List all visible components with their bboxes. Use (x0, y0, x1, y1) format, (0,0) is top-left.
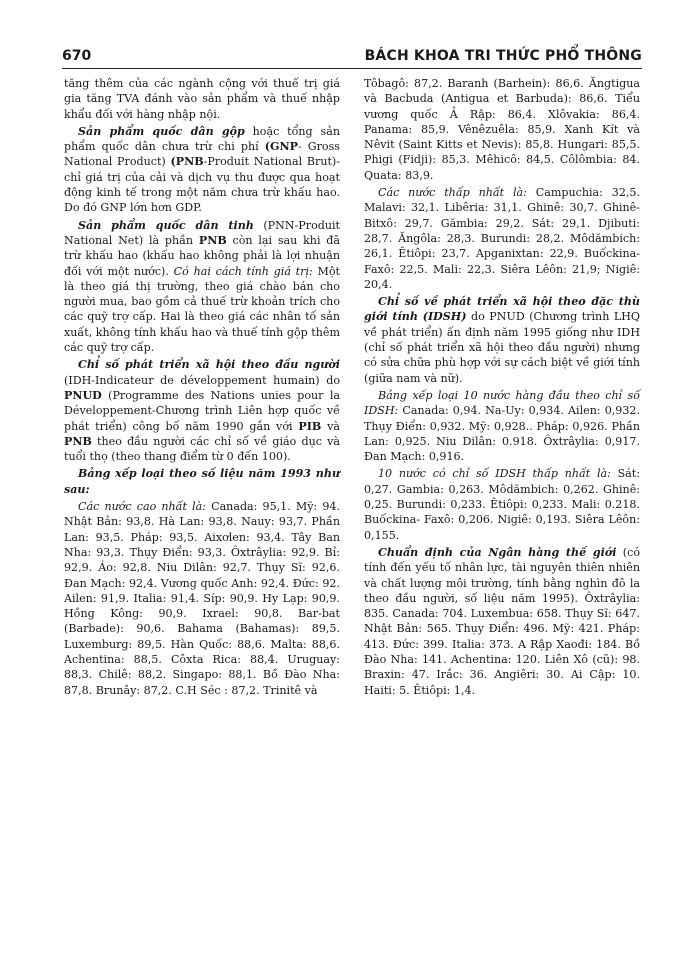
paragraph-tva-text: tăng thêm của các ngành cộng với thuế trị giá gia tăng TVA đánh vào sản phẩm và thuế nhập khẩu đối với hàng nhập nội. (64, 77, 340, 121)
term-idh: Chỉ số phát triển xã hội theo đầu người (78, 358, 340, 372)
right-column (364, 76, 640, 700)
idsh-text: do PNUD (Chương trình LHQ về phát triển) ấn định năm 1995 giống như IDH (chỉ số phát triển xã hội theo đầu người) nhưng có sửa chữa phù hợp với sự cách biệt về giới tính (giữa nam và nữ). (364, 310, 640, 385)
running-title: BÁCH KHOA TRI THỨC PHỔ THÔNG (364, 48, 642, 64)
highest-label: Các nước cao nhất là: (78, 500, 206, 514)
paragraph-lowest (364, 185, 640, 292)
idsh-top-label: Bảng xếp loại 10 nước hàng đầu theo chỉ số IDSH: (364, 388, 640, 418)
idh-text-1: (IDH-Indicateur de développement humain) do (64, 373, 340, 387)
idh-text-2: (Programme des Nations unies pour la Développement-Chương trình Liên hợp quốc về phát triển) công bố năm 1990 gắn với (64, 388, 340, 433)
paragraph-idsh-bottom (364, 466, 640, 542)
term-pnn: Sản phẩm quốc dân tinh (78, 218, 254, 232)
idh-text-3: và (321, 419, 340, 433)
pnn-text-1: (PNN-Produit National Net) là phần (64, 218, 341, 247)
pnn-text-3: Một là theo giá thị trường, theo giá chào bán cho người mua, bao gồm cả thuế trừ khoản trích cho các quỹ trợ cấp. Hai là theo giá các nhân tố sản xuất, không tính khấu hao và thuế tính gộp thêm các quỹ trợ cấp. (64, 264, 340, 355)
paragraph-idh (64, 357, 340, 464)
paragraph-pnn (64, 218, 340, 356)
gnp-text-3: -Produit National Brut)- chỉ giá trị của cải và dịch vụ thu được qua hoạt động kinh tế trong một năm chưa trừ khấu hao. Do đó GNP lớn hơn GDP. (64, 155, 340, 215)
paragraph-gnp (64, 124, 340, 216)
ranking-heading-text: Bảng xếp loại theo số liệu năm 1993 như sau: (64, 467, 340, 496)
pnn-pnb: PNB (198, 233, 227, 247)
left-column (64, 76, 340, 700)
continued-list-text: Tôbagô: 87,2. Baranh (Barhein): 86,6. Ăngtigua và Bacbuda (Antigua et Barbuda): 86,6. Tiểu vương quốc Ả Rập: 86,4. Xlôvakia: 86,4. Panama: 85,9. Vênêzuêla: 85,9. Xanh Kít và Nêvit (Saint Kitts et Nevis): 85,8. Hungari: 85,5. Phigi (Fidji): 85,3. Mêhicô: 84,5. Côlômbia: 84. Quata: 83,9. (364, 77, 640, 182)
paragraph-idsh (364, 294, 640, 386)
gnp-text-2: - Gross National Product) (64, 140, 340, 169)
term-world-bank: Chuẩn định của Ngân hàng thế giới (378, 545, 617, 559)
idsh-top-list: Canada: 0,94. Na-Uy: 0,934. Ailen: 0,932. Thụy Điển: 0,932. Mỹ: 0,928.. Pháp: 0,926. Phần Lan: 0,925. Niu Dilân: 0.918. Ôxtrâylia: 0,917. Đan Mạch: 0,916. (364, 404, 640, 464)
idsh-bottom-label: 10 nước có chỉ số IDSH thấp nhất là: (378, 467, 611, 481)
paragraph-tva (64, 76, 340, 122)
term-gnp: Sản phẩm quốc dân gộp (78, 124, 245, 138)
ranking-heading (64, 466, 340, 497)
idh-pnb: PNB (64, 434, 92, 448)
pnn-italic: Có hai cách tính giá trị: (173, 264, 313, 278)
page-header (62, 46, 642, 68)
idsh-bottom-list: Sát: 0,27. Gambia: 0,263. Môdămbich: 0,262. Ghinê: 0,25. Burundi: 0,233. Êtiôpi: 0,233. Mali: 0.218. Buốckina- Faxô: 0,206. Nigiê: 0,193. Siêra Lêôn: 0,155. (364, 467, 640, 542)
gnp-abbr: (GNP (264, 140, 298, 154)
gnp-text-1: hoặc tổng sản phẩm quốc dân chưa trừ chi phí (64, 124, 340, 154)
term-idsh: Chỉ số về phát triển xã hội theo đặc thù giới tính (IDSH) (364, 295, 640, 324)
highest-list: Canada: 95,1. Mỹ: 94. Nhật Bản: 93,8. Hà Lan: 93,8. Nauy: 93,7. Phần Lan: 93,5. Pháp: 93,5. Aixơlen: 93,4. Tây Ban Nha: 93,3. Thụy Điển: 93,3. Ôxtrâylia: 92,9. Bỉ: 92,9. Áo: 92,8. Niu Dilân: 92,7. Thụy Sĩ: 92,6. Đan Mạch: 92,4. Vương quốc Anh: 92,4. Đức: 92. Ailen: 91,9. Italia: 91,4. Síp: 90,9. Hy Lạp: 90,9. Hồng Kông: 90,9. Ixrael: 90,8. Bar-bat (Barbade): 90,6. Bahama (Bahamas): 89,5. Luxemburg: 89,5. Hàn Quốc: 88,6. Malta: 88,6. Achentina: 88,5. Côxta Rica: 88,4. Uruguay: 88,3. Chilê: 88,2. Singapo: 88,1. Bồ Đào Nha: 87,8. Brunây: 87,2. C.H Séc : 87,2. Trinitê và (64, 500, 340, 697)
lowest-label: Các nước thấp nhất là: (378, 186, 527, 200)
pnn-text-2: còn lại sau khi đã trừ khấu hao (khấu hao không phải là lợi nhuận đối với một nước). (64, 233, 340, 278)
world-bank-text: (có tính đến yếu tố nhân lực, tài nguyên thiên nhiên và chất lượng môi trường, tính bằng nghìn đô la theo đầu người, số liệu năm 1995). Ôxtrâylia: 835. Canada: 704. Luxembua: 658. Thụy Sĩ: 647. Nhật Bản: 565. Thụy Điển: 496. Mỹ: 421. Pháp: 413. Đức: 399. Italia: 373. A Rập Xaođi: 184. Bồ Đào Nha: 141. Achentina: 120. Liên Xô (cũ): 98. Braxin: 47. Irắc: 36. Angiêri: 30. Ai Cập: 10. Haiti: 5. Êtiôpi: 1,4. (364, 545, 640, 697)
lowest-list: Campuchia: 32,5. Malavi: 32,1. Libêria: 31,1. Ghinê: 30,7. Ghinê-Bitxô: 29,7. Gămbia: 29,2. Sát: 29,1. Djibuti: 28,7. Ăngôla: 28,3. Burundi: 28,2. Môdămbich: 26,1. Êtiôpi: 23,7. Apganixtan: 22,9. Buốckina-Faxô: 22,5. Mali: 22,3. Siêra Lêôn: 21,9; Nigiê: 20,4. (364, 186, 640, 291)
header-rule (62, 68, 642, 69)
pnb-abbr: (PNB (170, 155, 204, 169)
idh-text-4: theo đầu người các chỉ số về giáo dục và tuổi thọ (theo thang điểm từ 0 đến 100). (64, 434, 340, 464)
paragraph-continued-list (364, 76, 640, 183)
paragraph-highest (64, 499, 340, 698)
paragraph-world-bank (364, 545, 640, 698)
idh-pib: PIB (298, 419, 322, 433)
page-number: 670 (62, 48, 92, 64)
idh-pnud: PNUD (64, 388, 102, 402)
paragraph-idsh-top (364, 388, 640, 464)
